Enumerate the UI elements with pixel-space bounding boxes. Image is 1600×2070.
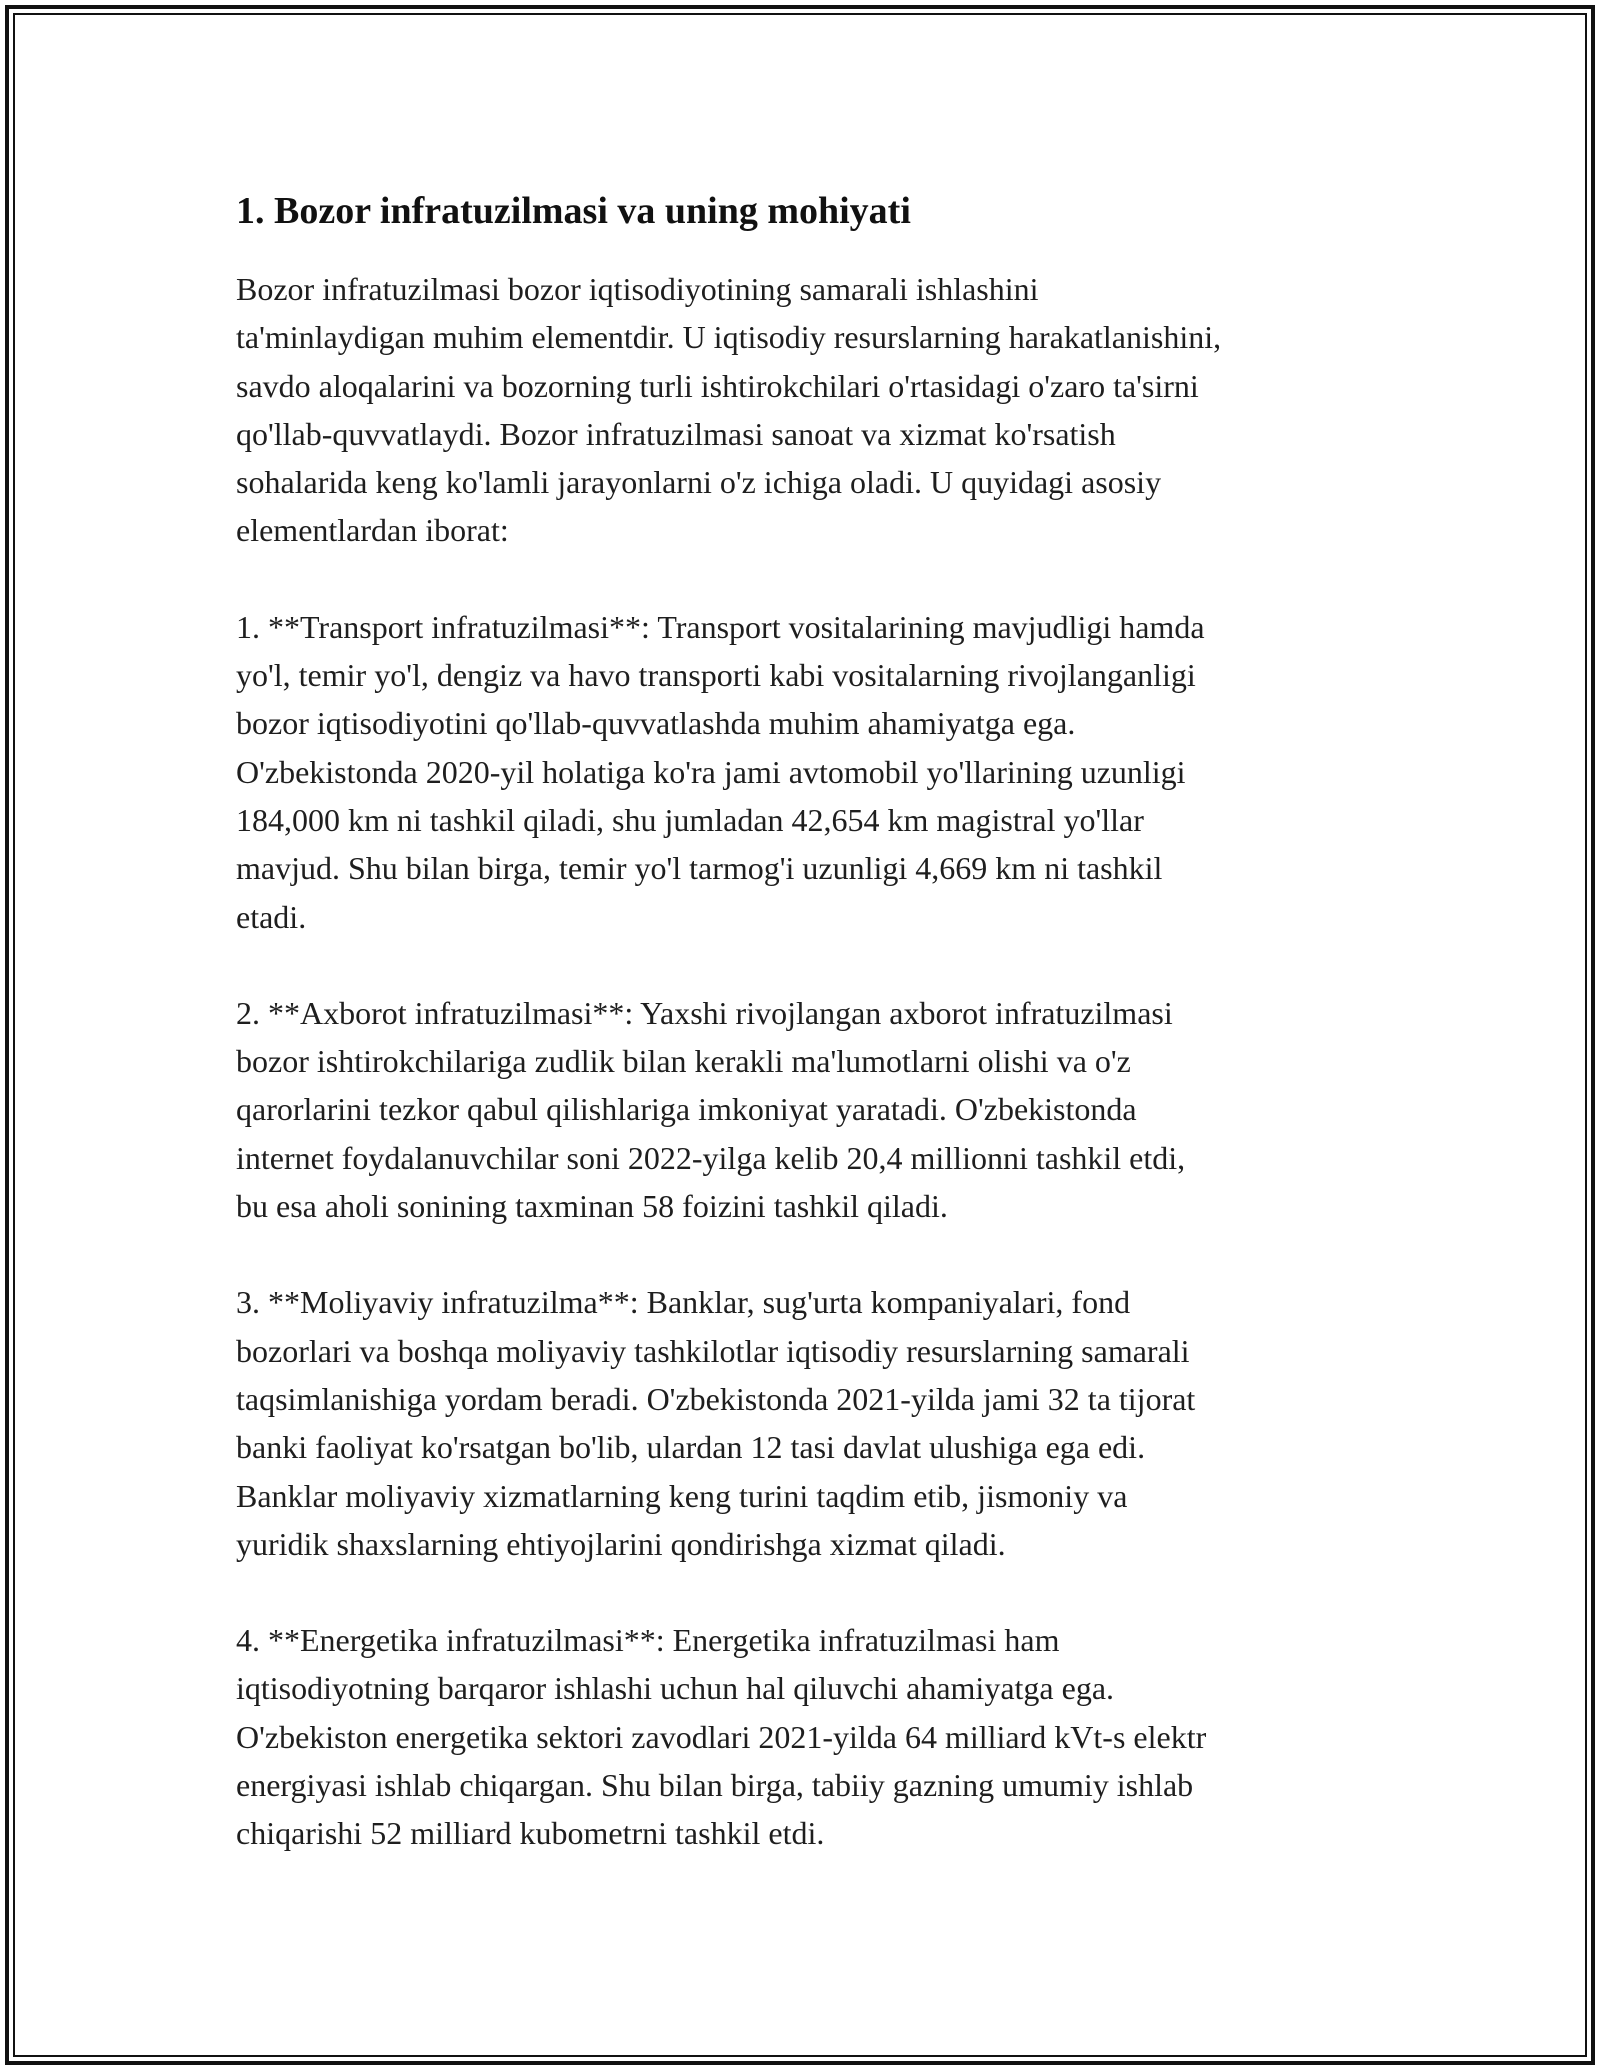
list-item-financial: 3. **Moliyaviy infratuzilma**: Banklar, sug'urta kompaniyalari, fond bozorlari va boshqa moliyaviy tashkilotlar iqtisodiy resurslarning samarali taqsimlanishiga yordam beradi. O'zbekistonda 2021-yilda jami 32 ta tijorat banki faoliyat ko'rsatgan bo'lib, ulardan 12 tasi davlat ulushiga ega edi. Banklar moliyaviy xizmatlarning keng turini taqdim etib, jismoniy va yuridik shaxslarning ehtiyojlarini qondirishga xizmat qiladi.: [236, 1284, 1196, 1562]
document-body: [236, 186, 1396, 1858]
intro-paragraph: Bozor infratuzilmasi bozor iqtisodiyotining samarali ishlashini ta'minlaydigan muhim elementdir. U iqtisodiy resurslarning harakatlanishini, savdo aloqalarini va bozorning turli ishtirokchilari o'rtasidagi o'zaro ta'sirni qo'llab-quvvatlaydi. Bozor infratuzilmasi sanoat va xizmat ko'rsatish sohalarida keng ko'lamli jarayonlarni o'z ichiga oladi. U quyidagi asosiy elementlardan iborat:: [236, 271, 1222, 549]
section-title: 1. Bozor infratuzilmasi va uning mohiyati: [236, 190, 911, 232]
list-item-energy: 4. **Energetika infratuzilmasi**: Energetika infratuzilmasi ham iqtisodiyotning barqaror ishlashi uchun hal qiluvchi ahamiyatga ega. O'zbekiston energetika sektori zavodlari 2021-yilda 64 milliard kVt-s elektr energiyasi ishlab chiqargan. Shu bilan birga, tabiiy gazning umumiy ishlab chiqarishi 52 milliard kubometrni tashkil etdi.: [236, 1622, 1207, 1852]
list-item-transport: 1. **Transport infratuzilmasi**: Transport vositalarining mavjudligi hamda yo'l, temir yo'l, dengiz va havo transporti kabi vositalarning rivojlanganligi bozor iqtisodiyotini qo'llab-quvvatlashda muhim ahamiyatga ega. O'zbekistonda 2020-yil holatiga ko'ra jami avtomobil yo'llarining uzunligi 184,000 km ni tashkil qiladi, shu jumladan 42,654 km magistral yo'llar mavjud. Shu bilan birga, temir yo'l tarmog'i uzunligi 4,669 km ni tashkil etadi.: [236, 608, 1205, 935]
list-item-information: 2. **Axborot infratuzilmasi**: Yaxshi rivojlangan axborot infratuzilmasi bozor ishtirokchilariga zudlik bilan kerakli ma'lumotlarni olishi va o'z qarorlarini tezkor qabul qilishlariga imkoniyat yaratadi. O'zbekistonda internet foydalanuvchilar soni 2022-yilga kelib 20,4 millionni tashkil etdi, bu esa aholi sonining taxminan 58 foizini tashkil qiladi.: [236, 994, 1186, 1225]
